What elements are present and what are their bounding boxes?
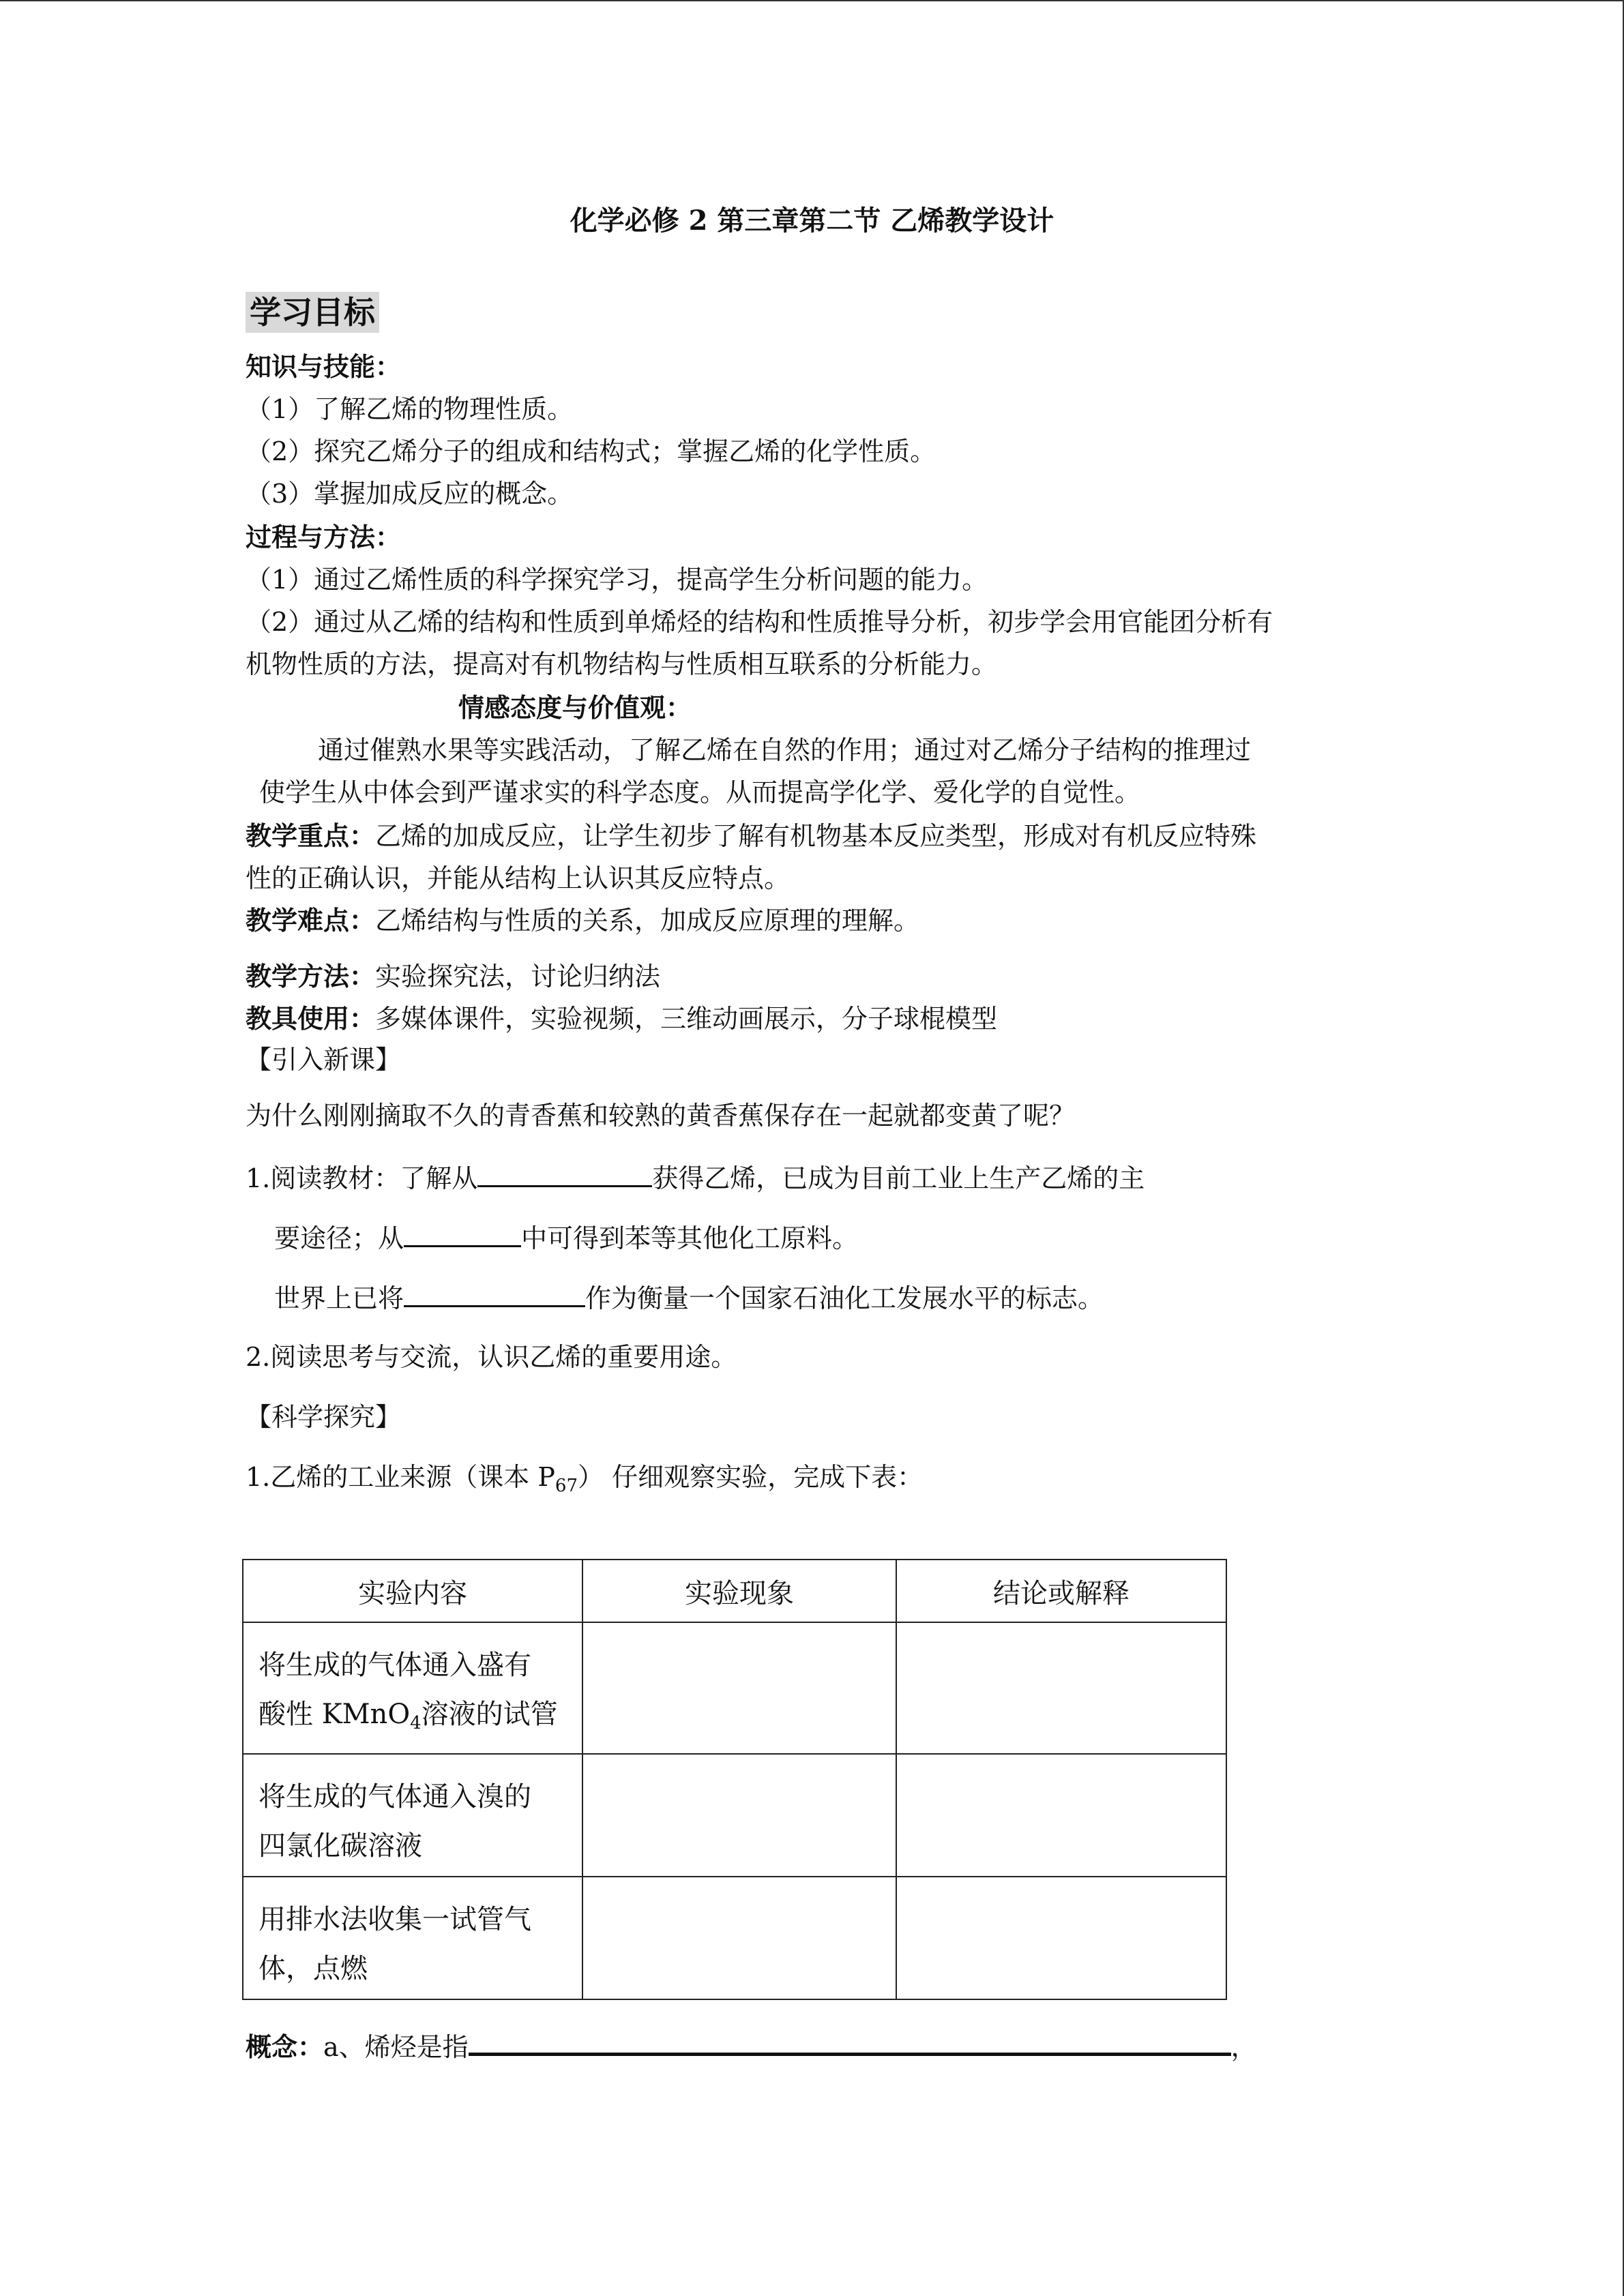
table-header: 实验现象 (582, 1560, 896, 1622)
method-text: 实验探究法，讨论归纳法 (375, 961, 661, 992)
concept-end: ， (1230, 2032, 1257, 2062)
reading-text: 1.阅读教材：了解从 (246, 1163, 478, 1193)
table-cell-observation[interactable] (582, 1877, 896, 1999)
emotion-line: 使学生从中体会到严谨求实的科学态度。从而提高学化学、爱化学的自觉性。 (259, 777, 1141, 807)
key-point-text-cont: 性的正确认识，并能从结构上认识其反应特点。 (246, 863, 791, 893)
table-header: 结论或解释 (896, 1560, 1226, 1622)
tools-label: 教具使用： (246, 1003, 376, 1034)
cell-line: 体，点燃 (259, 1953, 368, 1984)
page-title: 化学必修 2 第三章第二节 乙烯教学设计 (570, 205, 1054, 237)
knowledge-label: 知识与技能： (246, 351, 402, 382)
cell-line: 用排水法收集一试管气 (259, 1904, 531, 1935)
method-label: 教学方法： (246, 961, 376, 992)
cell-line: 将生成的气体通入溴的 (259, 1781, 531, 1813)
reading-text: 世界上已将 (274, 1283, 404, 1313)
key-point-text: 乙烯的加成反应，让学生初步了解有机物基本反应类型，形成对有机反应特殊 (375, 821, 1257, 851)
reading-line-2 (274, 1219, 858, 1256)
teaching-tools (246, 1001, 997, 1037)
concept-label: 概念： (246, 2031, 324, 2062)
table-row (243, 1877, 1226, 1999)
experiment-table (242, 1559, 1227, 2000)
key-point-label: 教学重点： (246, 820, 376, 851)
reading-line-1 (246, 1159, 1145, 1196)
fill-blank[interactable] (404, 1219, 521, 1247)
fill-blank[interactable] (477, 1159, 652, 1187)
key-point (246, 818, 1256, 854)
intro-question: 为什么刚刚摘取不久的青香蕉和较熟的黄香蕉保存在一起就都变黄了呢？ (246, 1101, 1076, 1131)
table-cell-conclusion[interactable] (896, 1877, 1226, 1999)
section-heading: 学习目标 (246, 292, 379, 333)
reading-line-4: 2.阅读思考与交流，认识乙烯的重要用途。 (246, 1342, 737, 1372)
table-cell-content (243, 1877, 582, 1999)
table-cell-content (243, 1622, 582, 1754)
knowledge-item: （2）探究乙烯分子的组成和结构式；掌握乙烯的化学性质。 (246, 436, 936, 466)
knowledge-item: （1）了解乙烯的物理性质。 (246, 394, 574, 424)
reading-text: 作为衡量一个国家石油化工发展水平的标志。 (585, 1283, 1104, 1313)
process-label: 过程与方法： (246, 522, 402, 552)
tools-text: 多媒体课件，实验视频，三维动画展示，分子球棍模型 (375, 1004, 998, 1034)
process-item: （2）通过从乙烯的结构和性质到单烯烃的结构和性质推导分析，初步学会用官能团分析有 (246, 607, 1273, 637)
cell-text: 溶液的试管 (421, 1699, 558, 1730)
table-cell-observation[interactable] (582, 1754, 896, 1877)
science-header: 【科学探究】 (246, 1402, 402, 1432)
cell-text: 酸性 KMnO (259, 1699, 411, 1730)
emotion-line: 通过催熟水果等实践活动，了解乙烯在自然的作用；通过对乙烯分子结构的推理过 (318, 735, 1252, 765)
fill-blank[interactable] (469, 2027, 1231, 2056)
table-cell-content (243, 1754, 582, 1877)
difficulty-label: 教学难点： (246, 905, 376, 936)
exp-intro-text: 1.乙烯的工业来源（课本 P (246, 1462, 555, 1492)
fill-blank[interactable] (404, 1279, 585, 1307)
knowledge-item: （3）掌握加成反应的概念。 (246, 479, 574, 509)
reading-text: 获得乙烯，已成为目前工业上生产乙烯的主 (652, 1163, 1145, 1193)
table-cell-conclusion[interactable] (896, 1754, 1226, 1877)
exp-intro-text: ） 仔细观察实验，完成下表： (578, 1462, 924, 1492)
table-header: 实验内容 (243, 1560, 582, 1622)
difficulty-text: 乙烯结构与性质的关系，加成反应原理的理解。 (375, 906, 920, 936)
page-subscript: 67 (555, 1476, 578, 1496)
experiment-intro (246, 1459, 923, 1504)
process-item: （1）通过乙烯性质的科学探究学习，提高学生分析问题的能力。 (246, 565, 988, 595)
table-row (243, 1754, 1226, 1877)
table-header-row (243, 1560, 1226, 1622)
process-item: 机物性质的方法，提高对有机物结构与性质相互联系的分析能力。 (246, 649, 998, 679)
table-cell-conclusion[interactable] (896, 1622, 1226, 1754)
intro-header: 【引入新课】 (246, 1045, 402, 1075)
cell-line: 将生成的气体通入盛有 (259, 1650, 531, 1681)
concept-line (246, 2027, 1257, 2065)
concept-text: a、烯烃是指 (323, 2032, 469, 2062)
reading-line-3 (274, 1279, 1104, 1316)
teaching-method (246, 959, 660, 994)
reading-text: 中可得到苯等其他化工原料。 (521, 1223, 859, 1253)
table-cell-observation[interactable] (582, 1622, 896, 1754)
emotion-label: 情感态度与价值观： (458, 692, 692, 723)
reading-text: 要途径；从 (274, 1223, 404, 1253)
cell-line (259, 1684, 568, 1753)
difficulty (246, 903, 919, 938)
cell-subscript: 4 (410, 1713, 422, 1733)
cell-line: 四氯化碳溶液 (259, 1830, 422, 1862)
table-row (243, 1622, 1226, 1754)
